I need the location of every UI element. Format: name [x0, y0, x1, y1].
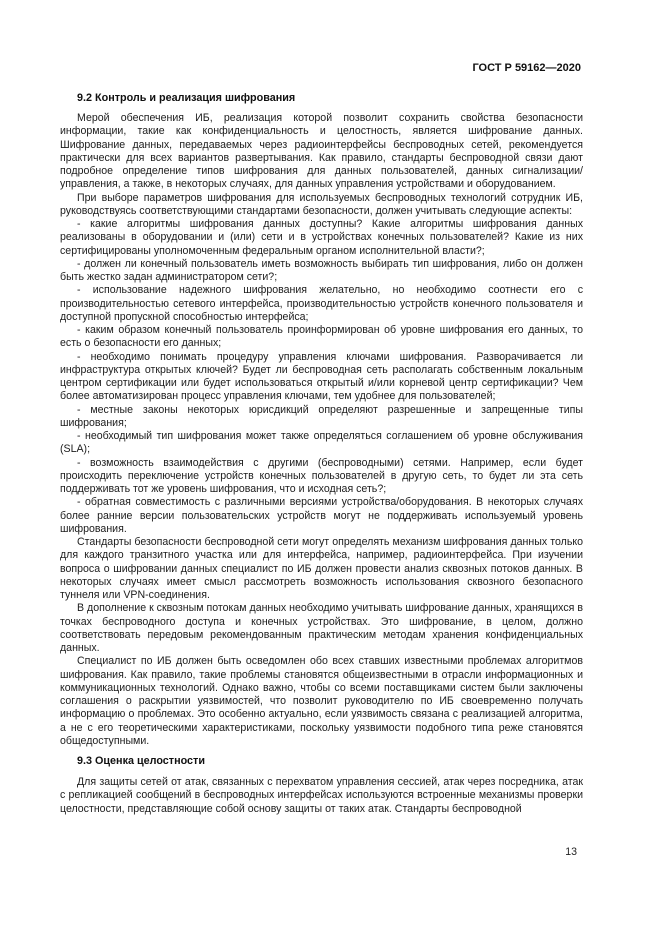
paragraph: Стандарты безопасности беспроводной сети могут определять механизм шифрования данных только для каждого транзитного участка или для интерфейса, например, радиоинтерфейса. При изучении вопроса о шифровании данных специалист по ИБ должен провести анализ сквозных потоков данных. В некоторых случаях имеет смысл рассмотреть возможность использования сквозного безопасного туннеля или VPN-соединения. — [60, 536, 583, 601]
list-item: - использование надежного шифрования желательно, но необходимо соотнести его с производительностью сетевого интерфейса, производительностью устройств конечного пользователя и доступной пропускной способностью интерфейса; — [60, 284, 583, 323]
list-item: - какие алгоритмы шифрования данных доступны? Какие алгоритмы шифрования данных реализованы в оборудовании и (или) сети и в устройствах конечных пользователей? Какие из них сертифицированы уполномоченным федеральным органом исполнительной власти?; — [60, 218, 583, 257]
section-9-2-heading: 9.2 Контроль и реализация шифрования — [77, 92, 296, 104]
list-item: - должен ли конечный пользователь иметь возможность выбирать тип шифрования, либо он должен быть жестко задан администратором сети?; — [60, 257, 583, 283]
paragraph: Специалист по ИБ должен быть осведомлен обо всех ставших известными проблемах алгоритмов шифрования. Как правило, такие проблемы становятся общеизвестными в отрасли информационных и коммуникационных технологий. Однако важно, чтобы со всеми поставщиками систем были заключены соглашения о раскрытии уязвимостей, что позволит руководителю по ИБ своевременно получать информацию о проблемах. Это особенно актуально, если уязвимость связана с реализацией алгоритма, а не с его теоретическими характеристиками, поскольку уязвимости подобного типа реже становятся общедоступными. — [60, 655, 583, 747]
list-item: - обратная совместимость с различными версиями устройства/оборудования. В некоторых случаях более ранние версии пользовательских устройств могут не поддерживать используемый уровень шифрования. — [60, 496, 583, 535]
list-item: - необходимо понимать процедуру управления ключами шифрования. Разворачивается ли инфраструктура открытых ключей? Будет ли беспроводная сеть располагать собственным локальным центром сертификации или будет использоваться открытый и/или корневой центр сертификации? Чем более автоматизирован процесс управления ключами, тем удобнее для пользователей; — [60, 350, 583, 403]
list-item: - возможность взаимодействия с другими (беспроводными) сетями. Например, если будет происходить переключение устройств конечных пользователей в другую сеть, то будет ли эта сеть поддерживать тот же уровень шифрования, что и исходная сеть?; — [60, 456, 583, 495]
document-standard-header: ГОСТ Р 59162—2020 — [472, 62, 581, 74]
list-item: - местные законы некоторых юрисдикций определяют разрешенные и запрещенные типы шифрования; — [60, 403, 583, 429]
paragraph: При выборе параметров шифрования для используемых беспроводных технологий сотрудник ИБ, руководствуясь соответствующими стандартами безопасности, должен учитывать следующие аспекты: — [60, 191, 583, 217]
paragraph: Мерой обеспечения ИБ, реализация которой позволит сохранить свойства безопасности информации, такие как конфиденциальность и целостность, является шифрование данных. Шифрование данных, передаваемых через радиоинтерфейсы беспроводных сетей, рекомендуется практически для всех вариантов развертывания. Как правило, стандарты беспроводной связи дают подробное определение типов шифрования для данных пользователей, данных сигнализации/управления, а также, в некоторых случаях, для данных управления устройствами и оборудованием. — [60, 112, 583, 191]
list-item: - каким образом конечный пользователь проинформирован об уровне шифрования его данных, то есть о безопасности его данных; — [60, 324, 583, 350]
page-number: 13 — [565, 846, 577, 858]
list-item: - необходимый тип шифрования может также определяться соглашением об уровне обслуживания (SLA); — [60, 430, 583, 456]
paragraph: Для защиты сетей от атак, связанных с перехватом управления сессией, атак через посредника, атак с репликацией сообщений в беспроводных интерфейсах используются встроенные механизмы проверки целостности, представляющие собой основу защиты от таких атак. Стандарты беспроводной — [60, 776, 583, 815]
page-body — [60, 90, 583, 816]
paragraph: В дополнение к сквозным потокам данных необходимо учитывать шифрование данных, хранящихся в точках беспроводного доступа и конечных устройствах. Это шифрование, в целом, должно соответствовать передовым рекомендованным практическим методам хранения конфиденциальных данных. — [60, 602, 583, 654]
section-9-3-heading: 9.3 Оценка целостности — [77, 755, 205, 767]
